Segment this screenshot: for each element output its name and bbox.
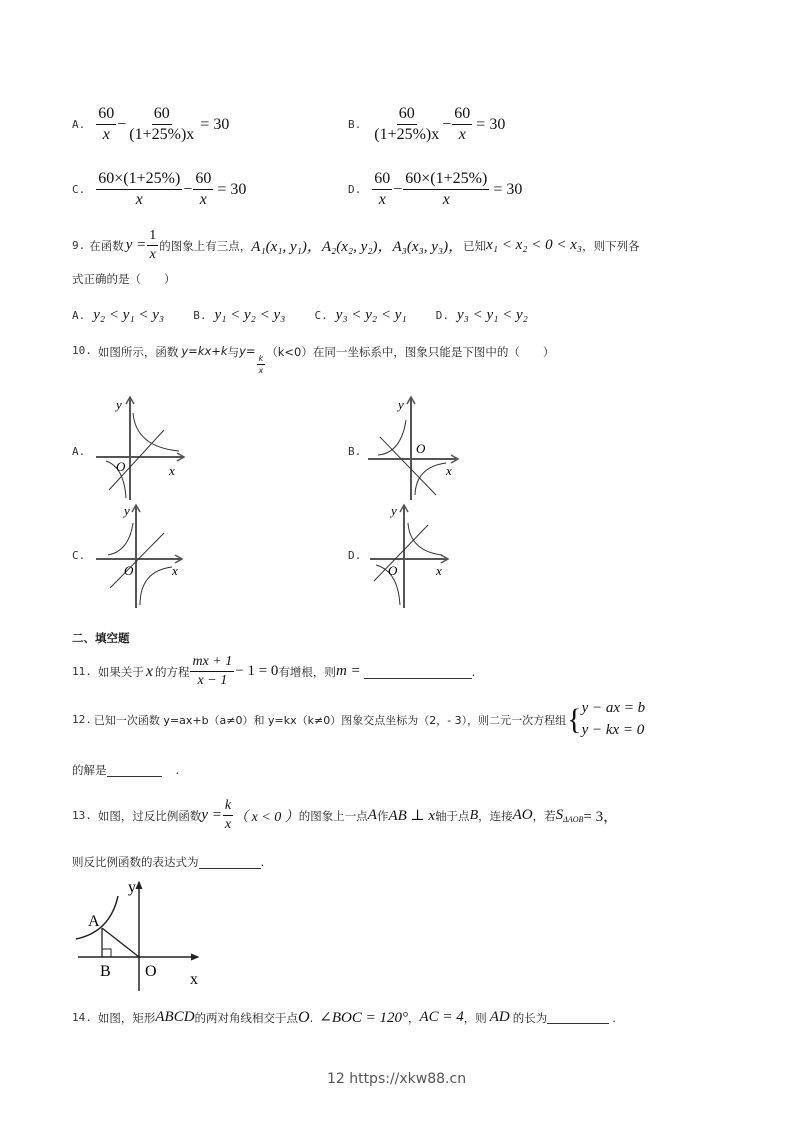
q9-stem-line2: 式正确的是（ ） [72,272,176,286]
section-title: 二、填空题 [72,631,130,645]
rhs: = 30 [493,180,523,198]
label-a: A [88,913,100,930]
option-label: D. [435,309,449,322]
option-label: D. [348,183,362,197]
separator: ， [407,1010,420,1025]
rhs: = 30 [217,180,247,198]
origin-label: O [124,563,134,578]
option-label: B. [348,118,362,132]
q12-stem [72,698,645,742]
option-value: y₂ < y₁ < y₃ [93,307,165,323]
answer-blank[interactable] [199,856,261,869]
numerator: 1 [147,228,158,246]
period: . [612,1010,616,1025]
q12-line2 [72,762,179,778]
origin-label: O [116,459,126,474]
equation-2: y − kx = 0 [581,721,645,738]
question-number: 14. [72,1011,92,1024]
answer-blank[interactable] [547,1011,609,1024]
equation-1: y − ax = b [581,700,646,716]
y-axis-label: y [391,503,397,518]
q13-figure [70,876,220,991]
q11-text: 有增根，则 [278,664,336,679]
graph-label: B. [348,445,362,458]
q9-options [72,307,528,324]
q13-text: 则反比例函数的表达式为 [72,855,199,869]
label-o: O [145,963,157,980]
denominator: x [378,191,386,209]
point-o: O [298,1008,310,1026]
denominator: x [102,126,110,144]
q8-option-d: D. $\frac{60}{x}$ − $\frac{60\times(1+25\%)}{x}$ = 30 [348,170,523,209]
option-label: C. [314,309,328,322]
ac-length: AC = 4 [419,1009,464,1025]
func2: y= [239,344,256,358]
condition: x₁ < x₂ < 0 < x₃ [486,237,583,254]
denominator: x [258,366,264,376]
q9-text: ，则下列各 [582,238,640,253]
angle: ∠BOC = 120° [319,1010,408,1026]
option-value: y₁ < y₂ < y₃ [214,307,286,323]
area-subscript: ΔAOB [563,815,584,825]
option-label: B. [193,309,207,322]
q13-text: ，连接 [478,808,513,823]
graph-d-figure [366,503,486,608]
y-axis-label: y [116,397,122,412]
denominator: x [458,126,466,144]
origin-label: O [416,441,426,456]
numerator: 60 [452,105,472,125]
numerator: 60 [96,105,116,125]
denominator: x [199,191,207,209]
denominator: x [442,191,450,209]
q11-text: 的方程 [154,664,190,679]
condition: （ x < 0 ） [234,809,299,825]
rectangle: ABCD [155,1009,195,1025]
graph-a-figure [94,395,214,500]
x-axis-label: x [172,563,178,578]
q11-stem [72,654,475,689]
x-axis-label: x [436,563,442,578]
question-number: 12. [72,713,92,727]
numerator: 60 [193,170,213,190]
numerator: 60×(1+25%) [96,170,182,190]
q12-text: 的解是 [72,763,107,777]
func-lhs: y = [125,237,147,254]
q10-text: （k<0）在同一坐标系中，图象只能是下图中的（ ） [266,345,555,359]
numerator: mx + 1 [190,654,234,672]
point-a: A [367,807,377,824]
x-axis-label: x [190,971,198,988]
q14-text: 如图，矩形 [97,1010,156,1025]
period: . [471,664,476,679]
area: S [555,807,564,824]
graph-label: C. [72,549,86,562]
q13-text: 作 [376,808,389,823]
func-lhs: y = [201,807,222,824]
func1: y=kx+k [181,344,228,358]
brace: { [567,702,582,736]
q8-option-b: B. $\frac{60}{(1+25\%)x}$ − $\frac{60}{x}$ = 30 [348,105,506,144]
q9-text: 的图象上有三点， [159,238,252,253]
q13-stem [72,798,618,833]
denominator: x [149,247,156,263]
q9-stem [72,228,640,263]
q14-text: . [309,1010,314,1025]
denominator: x − 1 [197,673,228,689]
question-number: 10. [72,344,92,357]
q10-text: 如图所示，函数 [97,345,179,359]
y-axis-label: y [398,397,404,412]
rhs: = 30 [476,115,506,133]
q8-option-c: C. $\frac{60\times(1+25\%)}{x}$ − $\frac{60}{x}$ = 30 [72,170,247,209]
q13-text: ，若 [532,808,556,823]
graph-label: D. [348,549,362,562]
q8-option-a: A. $\frac{60}{x}$ − $\frac{60}{(1+25\%)x}$ = 30 [72,105,230,144]
q14-text: 的长为 [512,1010,548,1025]
ask: m = [335,663,361,680]
numerator: k [257,354,266,365]
points: A₁(x₁, y₁)，A₂(x₂, y₂)，A₃(x₃, y₃)， [251,239,464,256]
q12-text: 已知一次函数 y=ax+b（a≠0）和 y=kx（k≠0）图象交点坐标为（2，- 3），则二元一次方程组 [93,713,567,727]
y-axis-label: y [128,879,136,896]
graph-label: A. [72,445,86,458]
q10-stem [72,344,554,375]
numerator: 60 [397,105,417,125]
question-number: 11. [72,665,92,679]
ad-segment: AD [489,1009,510,1025]
area-value: = 3， [583,809,619,826]
point-b: B [469,807,479,823]
rhs: = 30 [200,115,230,133]
option-label: A. [72,309,86,322]
y-axis-label: y [124,503,130,518]
q14-stem [72,1008,616,1027]
answer-blank[interactable] [364,664,472,679]
option-value: y₃ < y₁ < y₂ [457,307,528,323]
denominator: x [135,191,143,209]
numerator: 60×(1+25%) [403,170,489,190]
graph-c-figure [94,503,214,608]
option-label: A. [72,118,86,132]
origin-label: O [388,563,398,578]
question-number: 13. [72,809,92,823]
denominator: (1+25%)x [129,126,195,144]
q14-text: ，则 [463,1010,487,1025]
equation-rest: − 1 = 0 [235,663,279,680]
perpendicular: AB ⊥ x [388,808,436,825]
graph-b-figure [366,395,486,500]
question-number: 9. [72,239,86,253]
label-b: B [100,963,111,980]
q9-text: 已知 [463,238,487,253]
option-label: C. [72,183,86,197]
denominator: (1+25%)x [374,126,440,144]
period: . [175,763,180,777]
option-value: y₃ < y₂ < y₁ [335,307,407,323]
denominator: x [224,817,232,833]
q9-text: 在函数 [89,238,124,253]
numerator: 60 [372,170,392,190]
q13-text: 轴于点 [435,808,470,823]
segment-ao: AO [512,807,533,824]
numerator: k [223,798,233,816]
q14-text: 的两对角线相交于点 [194,1010,299,1025]
x-axis-label: x [169,463,175,478]
numerator: 60 [152,105,172,125]
period: . [260,855,265,869]
q13-text: 的图象上一点 [298,808,368,823]
variable: x [145,662,153,680]
page-footer: 12 https://xkw88.cn [326,1071,467,1087]
answer-blank[interactable] [107,764,162,777]
q13-text: 如图，过反比例函数 [97,808,202,823]
q10-text: 与 [227,345,240,359]
x-axis-label: x [446,463,452,478]
q13-line2 [72,854,264,870]
equation-system [582,698,646,742]
q11-text: 如果关于 [97,664,144,679]
